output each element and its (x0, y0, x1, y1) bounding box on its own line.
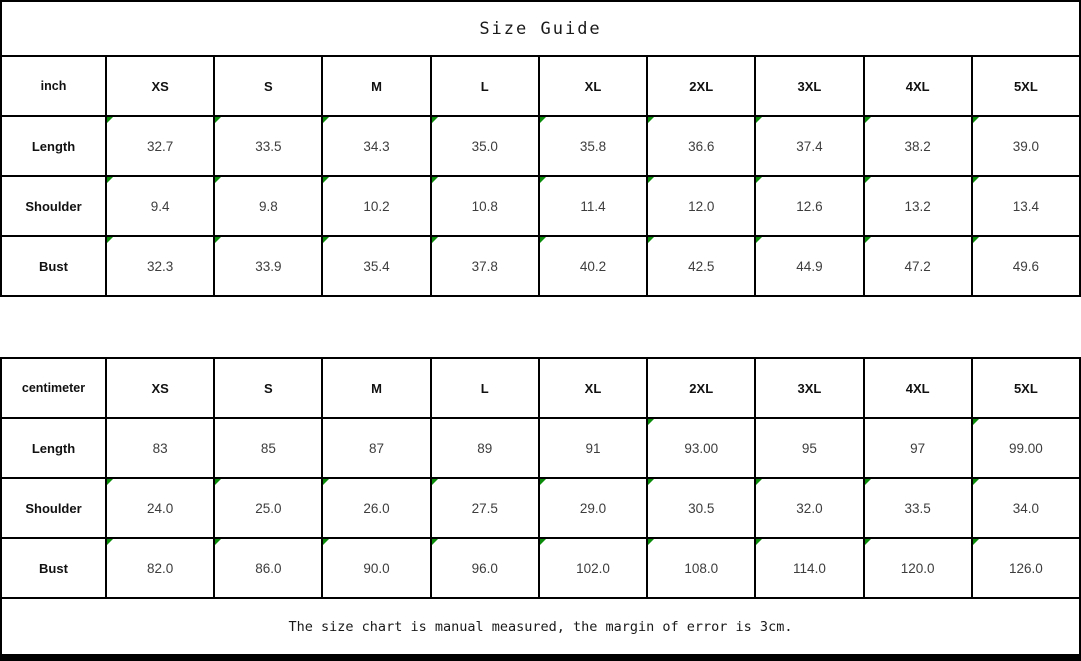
page-title: Size Guide (479, 18, 602, 39)
size-header-cell (973, 359, 1081, 419)
row-label-cell-text: Bust (39, 560, 68, 576)
size-value-cell (648, 237, 756, 297)
text-format-indicator-icon (107, 539, 113, 545)
size-value-cell-text: 29.0 (579, 500, 607, 516)
size-value-cell-text: 35.0 (471, 138, 498, 154)
row-label-cell (2, 419, 107, 479)
size-value-cell-text: 37.4 (796, 138, 823, 154)
size-value-cell (323, 479, 431, 539)
size-value-cell (865, 479, 973, 539)
size-value-cell-text: 49.6 (1012, 258, 1040, 274)
size-value-cell (973, 177, 1081, 237)
size-value-cell-text: 102.0 (576, 560, 610, 576)
text-format-indicator-icon (107, 237, 113, 243)
size-value-cell-text: 82.0 (146, 560, 174, 576)
size-value-cell-text: 10.8 (471, 198, 498, 214)
size-header-cell (540, 359, 648, 419)
size-header-cell-text: 4XL (905, 78, 930, 94)
row-label-cell-text: Shoulder (25, 500, 82, 516)
size-value-cell (323, 237, 431, 297)
size-header-cell (540, 57, 648, 117)
size-header-cell-text: 3XL (797, 380, 822, 396)
size-header-cell (756, 359, 864, 419)
size-value-cell-text: 97 (910, 440, 926, 456)
size-value-cell (756, 237, 864, 297)
size-value-cell-text: 91 (585, 440, 601, 456)
size-value-cell-text: 96.0 (471, 560, 498, 576)
size-value-cell (215, 117, 323, 177)
size-value-cell-text: 12.0 (688, 198, 715, 214)
row-label-cell-text: Length (31, 440, 76, 456)
text-format-indicator-icon (756, 539, 762, 545)
size-value-cell (107, 419, 215, 479)
text-format-indicator-icon (648, 237, 654, 243)
text-format-indicator-icon (756, 117, 762, 123)
size-header-cell (215, 359, 323, 419)
size-header-cell (648, 359, 756, 419)
size-value-cell-text: 13.4 (1012, 198, 1040, 214)
size-header-cell (973, 57, 1081, 117)
size-value-cell (540, 419, 648, 479)
size-value-cell (973, 419, 1081, 479)
text-format-indicator-icon (756, 479, 762, 485)
size-value-cell-text: 42.5 (688, 258, 715, 274)
row-label-cell-text: Shoulder (25, 198, 82, 214)
size-value-cell-text: 10.2 (363, 198, 390, 214)
size-header-cell-text: M (371, 78, 382, 94)
size-value-cell (432, 479, 540, 539)
size-header-cell (648, 57, 756, 117)
row-label-cell (2, 539, 107, 599)
size-value-cell (215, 479, 323, 539)
size-value-cell-text: 86.0 (255, 560, 282, 576)
size-value-cell-text: 13.2 (904, 198, 931, 214)
text-format-indicator-icon (215, 479, 221, 485)
size-header-cell (323, 359, 431, 419)
text-format-indicator-icon (648, 539, 654, 545)
size-value-cell-text: 30.5 (688, 500, 715, 516)
size-value-cell (323, 117, 431, 177)
size-header-cell-text: XL (584, 380, 602, 396)
size-value-cell (973, 117, 1081, 177)
text-format-indicator-icon (648, 117, 654, 123)
size-value-cell-text: 120.0 (900, 560, 935, 576)
size-value-cell-text: 114.0 (793, 560, 826, 576)
text-format-indicator-icon (540, 117, 546, 123)
size-value-cell (540, 117, 648, 177)
size-value-cell (540, 539, 648, 599)
row-label-cell (2, 479, 107, 539)
size-header-cell-text: 5XL (1013, 78, 1038, 94)
size-header-cell-text: M (371, 380, 382, 396)
size-value-cell (215, 237, 323, 297)
size-value-cell (973, 479, 1081, 539)
text-format-indicator-icon (865, 237, 871, 243)
size-value-cell (648, 419, 756, 479)
size-value-cell (107, 539, 215, 599)
size-value-cell-text: 99.00 (1008, 440, 1043, 456)
size-value-cell (432, 117, 540, 177)
size-value-cell-text: 93.00 (684, 440, 719, 456)
size-header-cell-text: L (480, 380, 489, 396)
size-header-cell-text: 3XL (797, 78, 822, 94)
text-format-indicator-icon (323, 539, 329, 545)
size-value-cell (323, 539, 431, 599)
text-format-indicator-icon (973, 419, 979, 425)
text-format-indicator-icon (648, 419, 654, 425)
text-format-indicator-icon (865, 539, 871, 545)
size-value-cell (107, 479, 215, 539)
unit-header-cell-text: inch (40, 79, 67, 93)
size-value-cell (107, 177, 215, 237)
row-label-cell (2, 177, 107, 237)
size-value-cell (215, 419, 323, 479)
size-header-cell (323, 57, 431, 117)
size-value-cell (865, 237, 973, 297)
size-value-cell-text: 11.4 (580, 198, 606, 214)
size-value-cell (648, 539, 756, 599)
size-value-cell (540, 479, 648, 539)
size-value-cell-text: 83 (152, 440, 168, 456)
size-value-cell (865, 539, 973, 599)
size-header-cell (432, 359, 540, 419)
size-value-cell-text: 33.9 (255, 258, 282, 274)
size-value-cell (215, 539, 323, 599)
text-format-indicator-icon (432, 177, 438, 183)
text-format-indicator-icon (107, 177, 113, 183)
size-value-cell-text: 24.0 (146, 500, 174, 516)
text-format-indicator-icon (973, 177, 979, 183)
size-value-cell (432, 237, 540, 297)
text-format-indicator-icon (540, 479, 546, 485)
size-header-cell (432, 57, 540, 117)
size-value-cell (865, 177, 973, 237)
size-header-cell-text: S (263, 78, 273, 94)
size-value-cell (756, 539, 864, 599)
size-value-cell (432, 177, 540, 237)
text-format-indicator-icon (540, 237, 546, 243)
size-value-cell (756, 479, 864, 539)
size-value-cell-text: 39.0 (1012, 138, 1040, 154)
size-value-cell (323, 177, 431, 237)
size-header-cell (865, 359, 973, 419)
size-value-cell-text: 12.6 (796, 198, 823, 214)
text-format-indicator-icon (540, 539, 546, 545)
footer-bar (0, 599, 1081, 654)
text-format-indicator-icon (865, 177, 871, 183)
text-format-indicator-icon (648, 177, 654, 183)
text-format-indicator-icon (973, 479, 979, 485)
size-header-cell-text: XS (151, 78, 169, 94)
size-value-cell (973, 539, 1081, 599)
size-value-cell-text: 44.9 (796, 258, 823, 274)
size-value-cell-text: 90.0 (363, 560, 390, 576)
size-value-cell (648, 177, 756, 237)
size-header-cell-text: XL (584, 78, 602, 94)
text-format-indicator-icon (107, 117, 113, 123)
text-format-indicator-icon (865, 117, 871, 123)
size-header-cell (215, 57, 323, 117)
size-value-cell-text: 37.8 (471, 258, 498, 274)
title-bar (0, 0, 1081, 55)
size-value-cell (756, 117, 864, 177)
size-value-cell-text: 38.2 (904, 138, 931, 154)
size-value-cell (540, 237, 648, 297)
size-value-cell-text: 9.8 (258, 198, 278, 214)
text-format-indicator-icon (865, 479, 871, 485)
size-value-cell-text: 35.8 (579, 138, 607, 154)
size-value-cell (756, 177, 864, 237)
text-format-indicator-icon (756, 237, 762, 243)
size-header-cell-text: 2XL (689, 380, 714, 396)
row-label-cell (2, 237, 107, 297)
text-format-indicator-icon (648, 479, 654, 485)
text-format-indicator-icon (215, 177, 221, 183)
size-value-cell-text: 89 (477, 440, 493, 456)
text-format-indicator-icon (323, 237, 329, 243)
size-value-cell (432, 539, 540, 599)
size-value-cell-text: 126.0 (1008, 560, 1043, 576)
size-value-cell (432, 419, 540, 479)
text-format-indicator-icon (215, 539, 221, 545)
text-format-indicator-icon (432, 237, 438, 243)
size-value-cell (323, 419, 431, 479)
size-value-cell-text: 36.6 (688, 138, 715, 154)
text-format-indicator-icon (973, 237, 979, 243)
text-format-indicator-icon (215, 237, 221, 243)
size-value-cell-text: 34.3 (363, 138, 390, 154)
size-header-cell (107, 359, 215, 419)
text-format-indicator-icon (107, 479, 113, 485)
size-value-cell-text: 26.0 (363, 500, 390, 516)
size-value-cell (865, 419, 973, 479)
size-value-cell-text: 27.5 (471, 500, 498, 516)
unit-header-cell (2, 359, 107, 419)
size-value-cell-text: 95 (801, 440, 817, 456)
size-value-cell-text: 32.7 (146, 138, 174, 154)
size-value-cell (648, 479, 756, 539)
text-format-indicator-icon (432, 117, 438, 123)
text-format-indicator-icon (432, 539, 438, 545)
size-value-cell (107, 237, 215, 297)
size-header-cell-text: 2XL (689, 78, 714, 94)
size-header-cell (756, 57, 864, 117)
size-header-cell (107, 57, 215, 117)
size-value-cell-text: 32.0 (796, 500, 823, 516)
row-label-cell (2, 117, 107, 177)
size-value-cell-text: 40.2 (579, 258, 607, 274)
size-value-cell (648, 117, 756, 177)
unit-header-cell (2, 57, 107, 117)
size-value-cell-text: 35.4 (363, 258, 390, 274)
size-value-cell (865, 117, 973, 177)
size-value-cell-text: 32.3 (146, 258, 174, 274)
size-header-cell-text: XS (151, 380, 169, 396)
size-table-inch (0, 55, 1081, 297)
row-label-cell-text: Length (31, 138, 76, 154)
text-format-indicator-icon (323, 479, 329, 485)
size-value-cell-text: 85 (260, 440, 276, 456)
size-value-cell-text: 34.0 (1012, 500, 1040, 516)
bottom-border-bar (0, 654, 1081, 661)
size-value-cell (756, 419, 864, 479)
row-label-cell-text: Bust (39, 258, 68, 274)
text-format-indicator-icon (323, 177, 329, 183)
size-header-cell-text: S (263, 380, 273, 396)
size-value-cell-text: 33.5 (255, 138, 282, 154)
size-value-cell (973, 237, 1081, 297)
text-format-indicator-icon (756, 177, 762, 183)
size-header-cell (865, 57, 973, 117)
text-format-indicator-icon (215, 117, 221, 123)
footer-note: The size chart is manual measured, the margin of error is 3cm. (288, 618, 793, 635)
size-value-cell-text: 87 (369, 440, 385, 456)
size-value-cell-text: 47.2 (904, 258, 931, 274)
size-header-cell-text: L (480, 78, 489, 94)
table-separator (0, 297, 1081, 357)
size-table-centimeter (0, 357, 1081, 599)
text-format-indicator-icon (540, 177, 546, 183)
text-format-indicator-icon (973, 117, 979, 123)
size-value-cell-text: 9.4 (150, 198, 170, 214)
size-header-cell-text: 5XL (1013, 380, 1038, 396)
text-format-indicator-icon (432, 479, 438, 485)
size-value-cell-text: 25.0 (255, 500, 282, 516)
text-format-indicator-icon (973, 539, 979, 545)
size-value-cell (107, 117, 215, 177)
size-value-cell (215, 177, 323, 237)
size-value-cell-text: 33.5 (904, 500, 931, 516)
unit-header-cell-text: centimeter (21, 381, 86, 395)
size-value-cell-text: 108.0 (684, 560, 719, 576)
text-format-indicator-icon (323, 117, 329, 123)
size-header-cell-text: 4XL (905, 380, 930, 396)
size-value-cell (540, 177, 648, 237)
